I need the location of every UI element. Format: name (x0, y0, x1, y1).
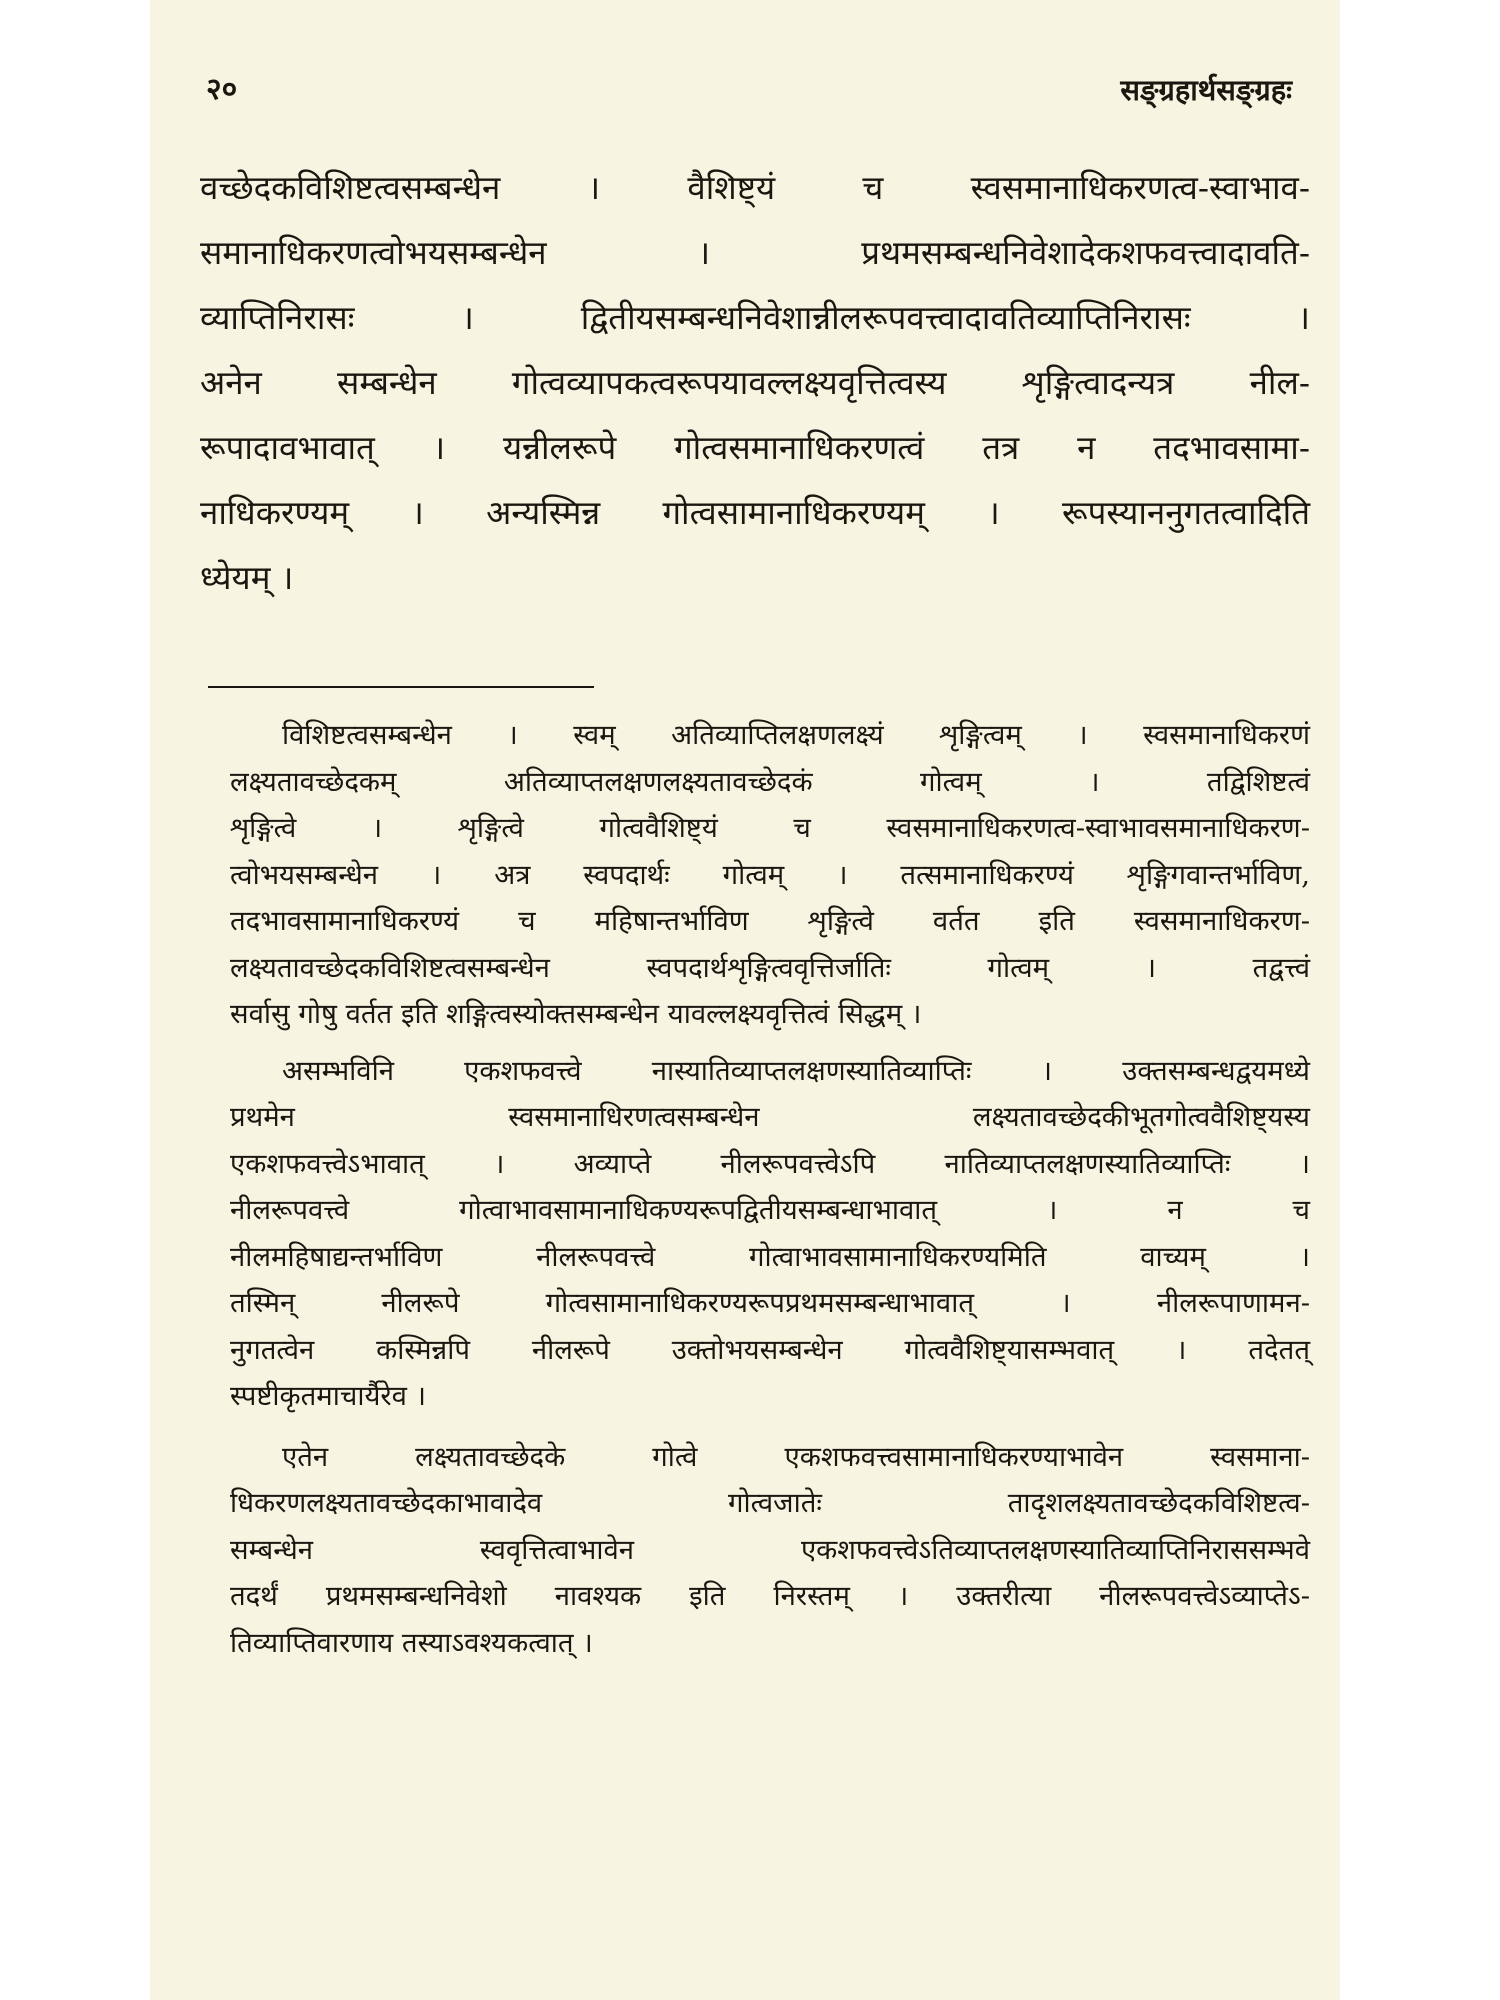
text-line: समानाधिकरणत्वोभयसम्बन्धेन । प्रथमसम्बन्धनिवेशादेकशफवत्त्वादावति- (200, 233, 1310, 272)
text-line: नाधिकरण्यम् । अन्यस्मिन्न गोत्वसामानाधिकरण्यम् । रूपस्याननुगतत्वादिति (200, 493, 1310, 532)
footnote-paragraph (230, 712, 1310, 1038)
footnotes-block (230, 712, 1310, 1666)
page-header (206, 70, 1292, 110)
footnote-divider (208, 686, 594, 688)
running-title: सङ्ग्रहार्थसङ्ग्रहः (1120, 73, 1292, 107)
text-line: रूपादावभावात् । यन्नीलरूपे गोत्वसमानाधिकरणत्वं तत्र न तदभावसामा- (200, 428, 1310, 467)
book-page (150, 0, 1340, 2000)
footnote-line: लक्ष्यतावच्छेदकम् अतिव्याप्तलक्षणलक्ष्यतावच्छेदकं गोत्वम् । तद्विशिष्टत्वं (230, 765, 1310, 798)
main-paragraph (200, 155, 1310, 610)
footnote-line: नीलरूपवत्त्वे गोत्वाभावसामानाधिकण्यरूपद्वितीयसम्बन्धाभावात् । न च (230, 1194, 1310, 1226)
footnote-line: विशिष्टत्वसम्बन्धेन । स्वम् अतिव्याप्तिलक्षणलक्ष्यं शृङ्गित्वम् । स्वसमानाधिकरणं (282, 719, 1310, 751)
footnote-line: स्पष्टीकृतमाचार्यैरेव । (230, 1380, 427, 1412)
footnote-line: तस्मिन् नीलरूपे गोत्वसामानाधिकरण्यरूपप्रथमसम्बन्धाभावात् । नीलरूपाणामन- (230, 1287, 1310, 1319)
footnote-line: असम्भविनि एकशफवत्त्वे नास्यातिव्याप्तलक्षणस्यातिव्याप्तिः । उक्तसम्बन्धद्वयमध्ये (282, 1054, 1310, 1087)
text-line: वच्छेदकविशिष्टत्वसम्बन्धेन । वैशिष्ट्यं च स्वसमानाधिकरणत्व-स्वाभाव- (200, 168, 1310, 207)
page-number: २० (206, 72, 238, 107)
footnote-line: एतेन लक्ष्यतावच्छेदके गोत्वे एकशफवत्त्वसामानाधिकरण्याभावेन स्वसमाना- (282, 1440, 1310, 1473)
footnote-paragraph (230, 1048, 1310, 1420)
main-text-block (200, 155, 1310, 610)
footnote-line: एकशफवत्त्वेऽभावात् । अव्याप्ते नीलरूपवत्त्वेऽपि नातिव्याप्तलक्षणस्यातिव्याप्तिः । (230, 1147, 1310, 1180)
footnote-line: त्वोभयसम्बन्धेन । अत्र स्वपदार्थः गोत्वम् । तत्समानाधिकरण्यं शृङ्गिगवान्तर्भाविण, (230, 858, 1310, 891)
footnote-line: तदभावसामानाधिकरण्यं च महिषान्तर्भाविण शृङ्गित्वे वर्तत इति स्वसमानाधिकरण- (230, 905, 1310, 937)
text-line: अनेन सम्बन्धेन गोत्वव्यापकत्वरूपयावल्लक्ष्यवृत्तित्वस्य शृङ्गित्वादन्यत्र नील- (200, 363, 1310, 402)
text-line: व्याप्तिनिरासः । द्वितीयसम्बन्धनिवेशान्नीलरूपवत्त्वादावतिव्याप्तिनिरासः । (200, 298, 1310, 337)
footnote-line: सम्बन्धेन स्ववृत्तित्वाभावेन एकशफवत्त्वेऽतिव्याप्तलक्षणस्यातिव्याप्तिनिराससम्भवे (230, 1533, 1310, 1566)
footnote-line: नीलमहिषाद्यन्तर्भाविण नीलरूपवत्त्वे गोत्वाभावसामानाधिकरण्यमिति वाच्यम् । (230, 1240, 1310, 1273)
footnote-line: लक्ष्यतावच्छेदकविशिष्टत्वसम्बन्धेन स्वपदार्थशृङ्गित्ववृत्तिर्जातिः गोत्वम् । तद्वत्त्वं (230, 951, 1310, 984)
footnote-line: नुगतत्वेन कस्मिन्नपि नीलरूपे उक्तोभयसम्बन्धेन गोत्ववैशिष्ट्यासम्भवात् । तदेतत् (230, 1333, 1310, 1366)
footnote-paragraph (230, 1434, 1310, 1667)
footnote-line: प्रथमेन स्वसमानाधिरणत्वसम्बन्धेन लक्ष्यतावच्छेदकीभूतगोत्ववैशिष्ट्यस्य (230, 1101, 1310, 1133)
footnote-line: तदर्थं प्रथमसम्बन्धनिवेशो नावश्यक इति निरस्तम् । उक्तरीत्या नीलरूपवत्त्वेऽव्याप्तेऽ- (230, 1580, 1310, 1612)
text-line: ध्येयम् । (200, 558, 294, 597)
footnote-line: शृङ्गित्वे । शृङ्गित्वे गोत्ववैशिष्ट्यं च स्वसमानाधिकरणत्व-स्वाभावसमानाधिकरण- (230, 812, 1310, 844)
footnote-line: धिकरणलक्ष्यतावच्छेदकाभावादेव गोत्वजातेः तादृशलक्ष्यतावच्छेदकविशिष्टत्व- (230, 1487, 1310, 1519)
footnote-line: तिव्याप्तिवारणाय तस्याऽवश्यकत्वात् । (230, 1626, 593, 1659)
footnote-line: सर्वासु गोषु वर्तत इति शङ्गित्वस्योक्तसम्बन्धेन यावल्लक्ष्यवृत्तित्वं सिद्धम् । (230, 998, 922, 1030)
